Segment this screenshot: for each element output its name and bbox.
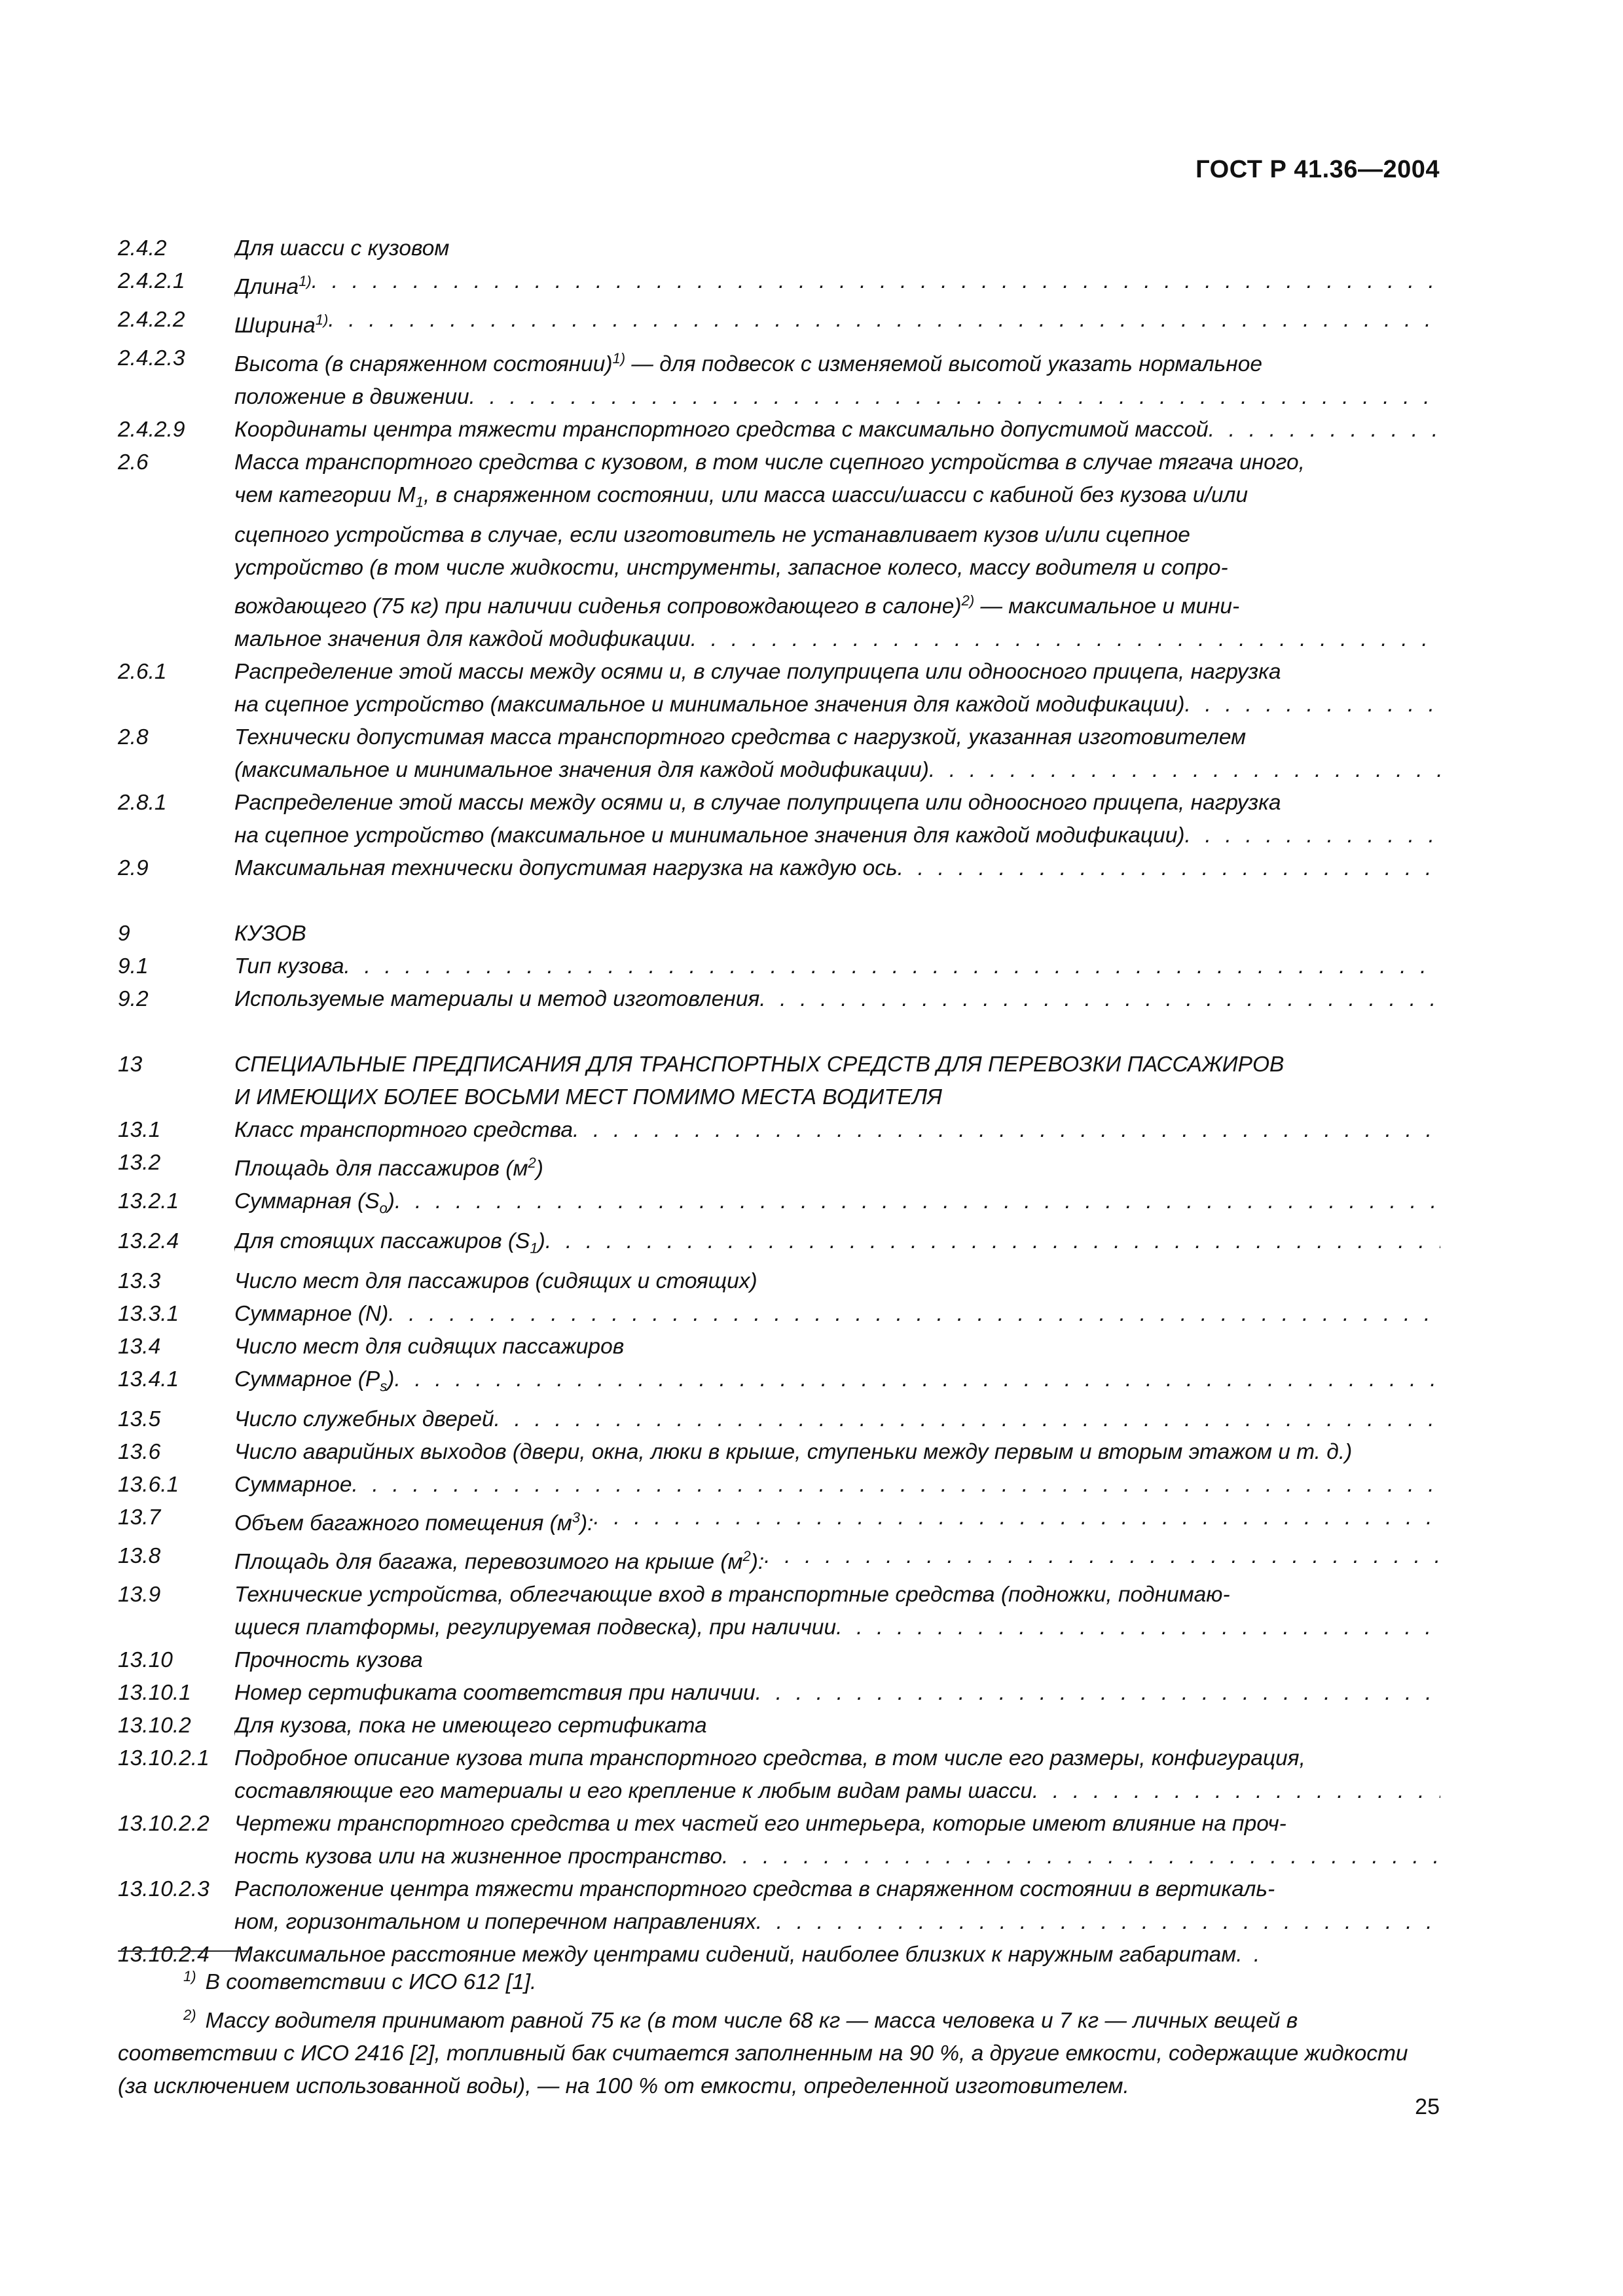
footnotes bbox=[118, 1960, 1440, 2103]
spec-item bbox=[118, 1873, 1440, 1939]
spec-item bbox=[118, 1363, 1440, 1403]
dot-leader bbox=[328, 304, 1440, 342]
spec-item bbox=[118, 1049, 1440, 1114]
item-number: 13.2.1 bbox=[118, 1189, 179, 1214]
item-number: 13.5 bbox=[118, 1407, 161, 1431]
dot-leader bbox=[836, 1611, 1440, 1644]
item-text-line bbox=[234, 1611, 1440, 1644]
item-number: 13.7 bbox=[118, 1505, 161, 1530]
dot-leader bbox=[494, 1403, 1440, 1436]
text-segment: Номер сертификата соответствия при наличии bbox=[234, 1680, 756, 1705]
item-text bbox=[234, 1363, 1440, 1403]
item-text-line bbox=[234, 852, 1440, 885]
item-text bbox=[234, 1710, 1440, 1742]
item-text bbox=[234, 1644, 1440, 1677]
text-segment: Чертежи транспортного средства и тех частей его интерьера, которые имеют влияние на проч- bbox=[234, 1811, 1286, 1836]
item-text bbox=[234, 656, 1440, 721]
document-code: ГОСТ Р 41.36—2004 bbox=[1195, 156, 1440, 183]
item-number: 13.10.2.1 bbox=[118, 1746, 210, 1770]
text-segment: чем категории $M_1$, в снаряженном состоянии, или масса шасси/шасси с кабиной без кузова и/или bbox=[234, 483, 1248, 511]
spec-item bbox=[118, 1644, 1440, 1677]
item-number: 2.6 bbox=[118, 450, 149, 475]
text-segment: Прочность кузова bbox=[234, 1647, 423, 1672]
item-text-line bbox=[234, 754, 1440, 787]
item-text-line bbox=[234, 1775, 1440, 1808]
text-segment: (максимальное и минимальное значения для каждой модификации) bbox=[234, 758, 929, 783]
dot-leader bbox=[545, 1225, 1440, 1265]
spec-item bbox=[118, 1808, 1440, 1873]
spec-item bbox=[118, 950, 1440, 983]
item-text-line bbox=[234, 1579, 1440, 1611]
item-text-line bbox=[234, 1469, 1440, 1501]
item-text bbox=[234, 1808, 1440, 1873]
item-number: 13.10 bbox=[118, 1647, 173, 1672]
dot-leader bbox=[1184, 689, 1440, 721]
item-text bbox=[234, 414, 1440, 446]
item-text bbox=[234, 342, 1440, 414]
text-segment: Технически допустимая масса транспортного средства с нагрузкой, указанная изготовителем bbox=[234, 725, 1247, 750]
text-segment: Высота (в снаряженном состоянии)$^{1)}$ — для подвесок с изменяемой высотой указать нормальное bbox=[234, 350, 1262, 377]
spec-item bbox=[118, 656, 1440, 721]
spec-item bbox=[118, 1225, 1440, 1265]
item-text bbox=[234, 446, 1440, 656]
item-text-line bbox=[234, 1644, 1440, 1677]
footnote bbox=[118, 1999, 1440, 2103]
item-text-line bbox=[234, 918, 1440, 950]
spec-item bbox=[118, 1710, 1440, 1742]
text-segment: Суммарная $(S_o)$ bbox=[234, 1189, 395, 1217]
spec-item bbox=[118, 265, 1440, 304]
item-number: 9.1 bbox=[118, 954, 149, 979]
item-number: 2.4.2.9 bbox=[118, 418, 185, 442]
item-number: 2.8.1 bbox=[118, 791, 167, 816]
text-segment: Подробное описание кузова типа транспортного средства, в том числе его размеры, конфигурация, bbox=[234, 1746, 1305, 1770]
dot-leader bbox=[573, 1114, 1440, 1147]
item-text-line bbox=[234, 342, 1440, 381]
item-text bbox=[234, 1579, 1440, 1644]
text-segment: Распределение этой массы между осями и, в случае полуприцепа или одноосного прицепа, нагрузка bbox=[234, 660, 1281, 685]
item-text-line bbox=[234, 1540, 1440, 1579]
item-text bbox=[234, 1873, 1440, 1939]
item-text-line bbox=[234, 1677, 1440, 1710]
text-segment: мальное значения для каждой модификации bbox=[234, 627, 691, 652]
item-number: 2.9 bbox=[118, 856, 149, 881]
item-text-line bbox=[234, 721, 1440, 754]
item-number: 13.4 bbox=[118, 1334, 161, 1359]
item-number: 2.4.2.1 bbox=[118, 269, 185, 293]
item-text bbox=[234, 852, 1440, 885]
item-text-line bbox=[234, 1081, 1440, 1114]
item-text bbox=[234, 1742, 1440, 1808]
item-number: 13.3 bbox=[118, 1268, 161, 1293]
text-segment: Объем багажного помещения $(м^3)$: bbox=[234, 1509, 594, 1535]
text-segment: Используемые материалы и метод изготовления bbox=[234, 987, 760, 1012]
footnote bbox=[118, 1960, 1440, 1999]
item-text bbox=[234, 304, 1440, 342]
spec-item bbox=[118, 983, 1440, 1016]
item-text-line bbox=[234, 623, 1440, 656]
item-text bbox=[234, 918, 1440, 950]
item-text bbox=[234, 1114, 1440, 1147]
item-text-line bbox=[234, 479, 1440, 519]
item-number: 13.6.1 bbox=[118, 1472, 179, 1497]
dot-leader bbox=[722, 1840, 1440, 1873]
item-text-line bbox=[234, 584, 1440, 623]
item-text bbox=[234, 1403, 1440, 1436]
item-number: 13.10.2.4 bbox=[118, 1942, 210, 1967]
item-text-line bbox=[234, 656, 1440, 689]
item-text-line bbox=[234, 1114, 1440, 1147]
dot-leader bbox=[691, 623, 1440, 656]
spec-item bbox=[118, 1579, 1440, 1644]
item-text-line bbox=[234, 787, 1440, 819]
item-number: 13.10.2.3 bbox=[118, 1876, 210, 1901]
text-segment: Максимальная технически допустимая нагрузка на каждую ось bbox=[234, 856, 898, 881]
text-segment: Расположение центра тяжести транспортного средства в снаряженном состоянии в вертикаль- bbox=[234, 1876, 1275, 1901]
text-segment: Распределение этой массы между осями и, в случае полуприцепа или одноосного прицепа, нагрузка bbox=[234, 791, 1281, 816]
item-text-line bbox=[234, 819, 1440, 852]
item-text-line bbox=[234, 1225, 1440, 1265]
item-text-line bbox=[234, 265, 1440, 304]
text-segment: Ширина$^{1)}$ bbox=[234, 312, 329, 338]
dot-leader bbox=[764, 1540, 1440, 1579]
text-segment: устройство (в том числе жидкости, инструменты, запасное колесо, массу водителя и сопро- bbox=[234, 556, 1228, 581]
item-text-line bbox=[234, 1147, 1440, 1185]
dot-leader bbox=[352, 1469, 1440, 1501]
spec-item bbox=[118, 304, 1440, 342]
text-segment: щиеся платформы, регулируемая подвеска), при наличии bbox=[234, 1615, 837, 1640]
text-segment: сцепного устройства в случае, если изготовитель не устанавливает кузов и/или сцепное bbox=[234, 523, 1190, 548]
spec-item bbox=[118, 1501, 1440, 1540]
item-text-line bbox=[234, 950, 1440, 983]
item-number: 13.9 bbox=[118, 1582, 161, 1607]
specification-list bbox=[118, 232, 1440, 1971]
text-segment: ном, горизонтальном и поперечном направлениях bbox=[234, 1909, 756, 1934]
text-segment: Для шасси с кузовом bbox=[234, 236, 450, 260]
item-text bbox=[234, 1298, 1440, 1331]
dot-leader bbox=[395, 1185, 1440, 1225]
item-text-line bbox=[234, 983, 1440, 1016]
text-segment: на сцепное устройство (максимальное и минимальное значения для каждой модификации) bbox=[234, 692, 1185, 717]
text-segment: ность кузова или на жизненное пространство bbox=[234, 1844, 723, 1869]
section-gap bbox=[118, 885, 1440, 918]
text-segment: Для кузова, пока не имеющего сертификата bbox=[234, 1713, 707, 1738]
item-text bbox=[234, 1225, 1440, 1265]
spec-item bbox=[118, 414, 1440, 446]
item-text-line bbox=[234, 1840, 1440, 1873]
spec-item bbox=[118, 446, 1440, 656]
dot-leader bbox=[1209, 414, 1440, 446]
item-text-line bbox=[234, 1906, 1440, 1939]
item-number: 9.2 bbox=[118, 987, 149, 1012]
text-segment: Класс транспортного средства bbox=[234, 1118, 573, 1143]
spec-item bbox=[118, 1403, 1440, 1436]
item-number: 13.10.1 bbox=[118, 1680, 191, 1705]
item-text bbox=[234, 1436, 1440, 1469]
footnote-text: В соответствии с ИСО 612 [1]. bbox=[205, 1970, 537, 1995]
item-number: 13.2.4 bbox=[118, 1229, 179, 1254]
item-text-line bbox=[234, 1436, 1440, 1469]
text-segment: СПЕЦИАЛЬНЫЕ ПРЕДПИСАНИЯ ДЛЯ ТРАНСПОРТНЫХ СРЕДСТВ ДЛЯ ПЕРЕВОЗКИ ПАССАЖИРОВ bbox=[234, 1052, 1285, 1077]
spec-item bbox=[118, 721, 1440, 787]
item-text bbox=[234, 1185, 1440, 1225]
item-text-line bbox=[234, 232, 1440, 265]
dot-leader bbox=[469, 381, 1440, 414]
item-text bbox=[234, 1501, 1440, 1540]
footnote-text: Массу водителя принимают равной 75 кг (в том числе 68 кг — масса человека и 7 кг — личных вещей в соответствии с ИСО 2416 [2], топливный бак считается заполненным на 90 %, а другие емкости, содержащие жидкости (за исключением использованной воды), — на 100 % от емкости, определенной изготовителем. bbox=[118, 2009, 1408, 2099]
item-text-line bbox=[234, 519, 1440, 552]
spec-item bbox=[118, 852, 1440, 885]
spec-item bbox=[118, 918, 1440, 950]
item-text-line bbox=[234, 304, 1440, 342]
text-segment: вождающего (75 кг) при наличии сиденья сопровождающего в салоне)$^{2)}$ — максимальное и мини- bbox=[234, 592, 1240, 619]
text-segment: на сцепное устройство (максимальное и минимальное значения для каждой модификации) bbox=[234, 823, 1185, 848]
spec-item bbox=[118, 1185, 1440, 1225]
dot-leader bbox=[756, 1677, 1440, 1710]
dot-leader bbox=[898, 852, 1440, 885]
text-segment: Суммарное (N) bbox=[234, 1301, 389, 1326]
item-text-line bbox=[234, 1185, 1440, 1225]
text-segment: Площадь для пассажиров $(м^2)$ bbox=[234, 1155, 543, 1181]
item-text bbox=[234, 1677, 1440, 1710]
item-number: 9 bbox=[118, 922, 130, 946]
spec-item bbox=[118, 1147, 1440, 1185]
item-text-line bbox=[234, 1298, 1440, 1331]
item-number: 2.4.2.3 bbox=[118, 346, 185, 371]
item-text-line bbox=[234, 414, 1440, 446]
item-text-line bbox=[234, 1808, 1440, 1840]
text-segment: положение в движении bbox=[234, 385, 469, 410]
item-text-line bbox=[234, 1403, 1440, 1436]
footnote-separator bbox=[118, 1950, 249, 1952]
item-number: 13.6 bbox=[118, 1439, 161, 1464]
item-text bbox=[234, 1049, 1440, 1114]
dot-leader bbox=[1184, 819, 1440, 852]
text-segment: И ИМЕЮЩИХ БОЛЕЕ ВОСЬМИ МЕСТ ПОМИМО МЕСТА ВОДИТЕЛЯ bbox=[234, 1085, 942, 1110]
dot-leader bbox=[1032, 1775, 1440, 1808]
text-segment: Длина$^{1)}$ bbox=[234, 273, 312, 300]
dot-leader bbox=[394, 1363, 1440, 1403]
item-text-line bbox=[234, 1331, 1440, 1363]
item-text-line bbox=[234, 1742, 1440, 1775]
footnote-mark: 1) bbox=[183, 1968, 196, 1984]
text-segment: Число мест для сидящих пассажиров bbox=[234, 1334, 625, 1359]
text-segment: Тип кузова bbox=[234, 954, 344, 979]
item-text bbox=[234, 232, 1440, 265]
item-text bbox=[234, 1469, 1440, 1501]
text-segment: Суммарное bbox=[234, 1472, 352, 1497]
item-number: 2.4.2 bbox=[118, 236, 167, 260]
spec-item bbox=[118, 1298, 1440, 1331]
dot-leader bbox=[759, 983, 1440, 1016]
text-segment: Масса транспортного средства с кузовом, в том числе сцепного устройства в случае тягача иного, bbox=[234, 450, 1305, 475]
item-text-line bbox=[234, 1363, 1440, 1403]
text-segment: Площадь для багажа, перевозимого на крыше $(м^2)$: bbox=[234, 1547, 765, 1574]
dot-leader bbox=[756, 1906, 1440, 1939]
text-segment: Суммарное $(P_s)$ bbox=[234, 1367, 395, 1395]
item-text-line bbox=[234, 552, 1440, 584]
item-text-line bbox=[234, 1873, 1440, 1906]
page-number: 25 bbox=[1415, 2094, 1440, 2119]
dot-leader bbox=[312, 265, 1440, 304]
item-number: 13.2 bbox=[118, 1151, 161, 1175]
item-text bbox=[234, 1540, 1440, 1579]
item-text-line bbox=[234, 1049, 1440, 1081]
item-text-line bbox=[234, 446, 1440, 479]
text-segment: Координаты центра тяжести транспортного средства с максимально допустимой массой bbox=[234, 418, 1209, 442]
section-gap bbox=[118, 1016, 1440, 1049]
spec-item bbox=[118, 1114, 1440, 1147]
item-number: 2.8 bbox=[118, 725, 149, 750]
text-segment: Технические устройства, облегчающие вход в транспортные средства (подножки, поднимаю- bbox=[234, 1582, 1230, 1607]
item-number: 13.1 bbox=[118, 1118, 161, 1143]
item-number: 13.8 bbox=[118, 1543, 161, 1568]
spec-item bbox=[118, 1677, 1440, 1710]
dot-leader bbox=[594, 1501, 1441, 1540]
spec-item bbox=[118, 1540, 1440, 1579]
text-segment: составляющие его материалы и его крепление к любым видам рамы шасси bbox=[234, 1778, 1032, 1803]
item-text-line bbox=[234, 1501, 1440, 1540]
spec-item bbox=[118, 1742, 1440, 1808]
spec-item bbox=[118, 1331, 1440, 1363]
text-segment: Число служебных дверей bbox=[234, 1407, 494, 1431]
spec-item bbox=[118, 1469, 1440, 1501]
item-number: 2.6.1 bbox=[118, 660, 167, 685]
text-segment: Число мест для пассажиров (сидящих и стоящих) bbox=[234, 1268, 757, 1293]
item-text-line bbox=[234, 689, 1440, 721]
spec-item bbox=[118, 1265, 1440, 1298]
text-segment: Число аварийных выходов (двери, окна, люки в крыше, ступеньки между первым и вторым этажом и т. д.) bbox=[234, 1439, 1353, 1464]
item-text bbox=[234, 265, 1440, 304]
item-text bbox=[234, 787, 1440, 852]
spec-item bbox=[118, 1436, 1440, 1469]
footnote-mark: 2) bbox=[183, 2007, 196, 2024]
item-text-line bbox=[234, 381, 1440, 414]
item-number: 13.10.2 bbox=[118, 1713, 191, 1738]
item-text-line bbox=[234, 1710, 1440, 1742]
item-number: 2.4.2.2 bbox=[118, 308, 185, 332]
dot-leader bbox=[388, 1298, 1440, 1331]
item-number: 13.4.1 bbox=[118, 1367, 179, 1391]
item-text bbox=[234, 950, 1440, 983]
dot-leader bbox=[929, 754, 1440, 787]
dot-leader bbox=[344, 950, 1441, 983]
item-number: 13 bbox=[118, 1052, 143, 1077]
item-number: 13.3.1 bbox=[118, 1301, 179, 1326]
text-segment: Для стоящих пассажиров $(S_1)$ bbox=[234, 1229, 545, 1257]
item-text bbox=[234, 721, 1440, 787]
text-segment: КУЗОВ bbox=[234, 922, 306, 946]
item-text bbox=[234, 1147, 1440, 1185]
item-text-line bbox=[234, 1265, 1440, 1298]
spec-item bbox=[118, 787, 1440, 852]
text-segment: Максимальное расстояние между центрами сидений, наиболее близких к наружным габаритам bbox=[234, 1942, 1237, 1967]
item-text bbox=[234, 983, 1440, 1016]
spec-item bbox=[118, 342, 1440, 414]
item-number: 13.10.2.2 bbox=[118, 1811, 210, 1836]
item-text bbox=[234, 1265, 1440, 1298]
item-text bbox=[234, 1331, 1440, 1363]
spec-item bbox=[118, 232, 1440, 265]
